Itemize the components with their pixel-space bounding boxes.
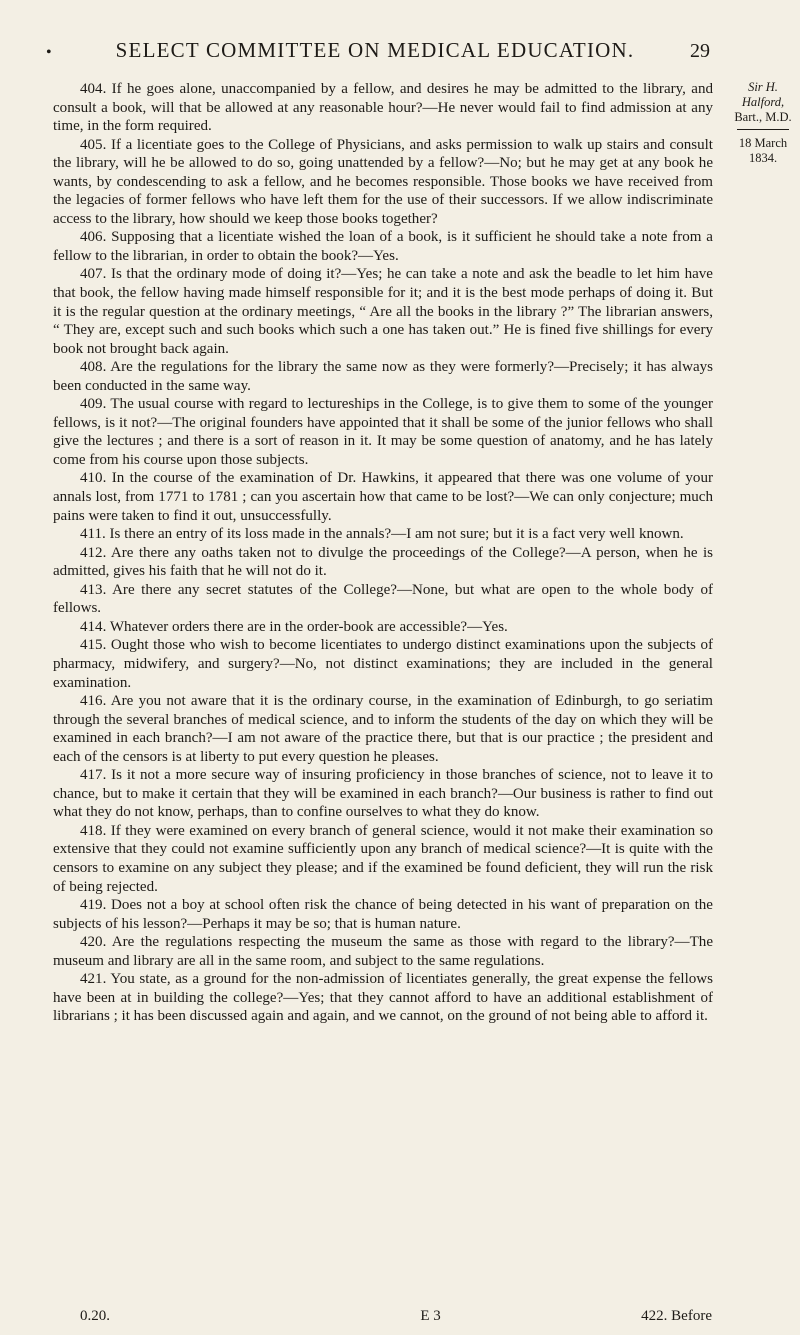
witness-name: Sir H. Halford,	[741, 80, 785, 109]
paragraph-414: 414. Whatever orders there are in the order-book are accessible?—Yes.	[80, 618, 508, 635]
footer-catchword: 422. Before	[641, 1308, 712, 1324]
paragraph-417: 417. Is it not a more secure way of insuring proficiency in those branches of science, not to leave it to chance, but to make it certain that they will be examined in each branch?—Our business is rather to find out what they do not know, perhaps, than to confine ourselves to what they do know.	[53, 767, 713, 821]
paragraph-404: 404. If he goes alone, unaccompanied by a fellow, and desires he may be admitted to the library, and consult a book, will that be allowed at any reasonable hour?—He never would fail to find admission at any time, in the form required.	[53, 81, 713, 135]
testimony-text	[53, 80, 713, 1026]
paragraph-405: 405. If a licentiate goes to the College of Physicians, and asks permission to walk up stairs and consult the library, will he be allowed to do so, going unattended by a fellow?—No; but he may get at any book he wants, by condescending to ask a fellow, and he becomes responsible. Those books we have received from the legacies of former fellows who have left them for the use of their successors. If we allow indiscriminate access to the library, how should we keep those books together?	[53, 136, 713, 227]
paragraph-413: 413. Are there any secret statutes of the College?—None, but what are open to the whole body of fellows.	[53, 581, 713, 617]
paragraph-411: 411. Is there an entry of its loss made in the annals?—I am not sure; but it is a fact very well known.	[80, 526, 684, 543]
witness-title: Bart., M.D.	[734, 110, 792, 124]
header-bullet: •	[46, 44, 52, 61]
paragraph-410: 410. In the course of the examination of Dr. Hawkins, it appeared that there was one volume of your annals lost, from 1771 to 1781 ; can you ascertain how that came to be lost?—We can only conjecture; much pains were taken to find it out, unsuccessfully.	[53, 470, 713, 524]
paragraph-415: 415. Ought those who wish to become licentiates to undergo distinct examinations upon the subjects of pharmacy, midwifery, and surgery?—No, not distinct examinations; they are included in the general examination.	[53, 637, 713, 691]
paragraph-416: 416. Are you not aware that it is the ordinary course, in the examination of Edinburgh, to go seriatim through the several branches of medical science, and to inform the students of the day on which they will be examined in each branch?—I am not aware of the practice there, but that is our practice ; the president and each of the censors is at liberty to put every question he pleases.	[53, 693, 713, 765]
paragraph-420: 420. Are the regulations respecting the museum the same as those with regard to the library?—The museum and library are all in the same room, and subject to the same regulations.	[53, 934, 713, 969]
page-title: SELECT COMMITTEE ON MEDICAL EDUCATION.	[115, 38, 635, 62]
paragraph-407: 407. Is that the ordinary mode of doing it?—Yes; he can take a note and ask the beadle to let him have that book, the fellow having made himself responsible for it; and it is the best mode perhaps of doing it. But it is the regular question at the ordinary meetings, “ Are all the books in the library ?” The librarian answers, “ They are, except such and such books which such a one has taken out.” He is fined five shillings for every book not brought back again.	[53, 266, 713, 357]
paragraph-409: 409. The usual course with regard to lectureships in the College, is to give them to some of the younger fellows, is it not?—The original founders have appointed that it shall be some of the junior fellows who shall give the lectures ; and there is a sort of reason in it. It may be some question of anatomy, and he has lately come from his course upon those subjects.	[53, 396, 713, 468]
paragraph-412: 412. Are there any oaths taken not to divulge the proceedings of the College?—A person, when he is admitted, gives his faith that he will not do it.	[53, 544, 713, 580]
paragraph-419: 419. Does not a boy at school often risk the chance of being detected in his want of preparation on the subjects of his lesson?—Perhaps it may be so; that is human nature.	[53, 897, 713, 932]
footer-reference: 0.20.	[80, 1308, 110, 1324]
page-number: 29	[690, 40, 710, 62]
paragraph-421: 421. You state, as a ground for the non-admission of licentiates generally, the great expense the fellows have been at in building the college?—Yes; that they cannot afford to have an additional establishment of librarians ; it has been discussed again and again, and we cannot, on the ground of not being able to afford it.	[53, 971, 713, 1025]
paragraph-408: 408. Are the regulations for the library the same now as they were formerly?—Precisely; it has always been conducted in the same way.	[53, 359, 713, 394]
margin-rule	[737, 129, 789, 130]
page-header	[46, 38, 710, 63]
paragraph-406: 406. Supposing that a licentiate wished the loan of a book, is it sufficient he should take a note from a fellow to the librarian, in order to obtain the book?—Yes.	[53, 229, 713, 264]
footer-signature: E 3	[420, 1308, 441, 1324]
testimony-date: 18 March 1834.	[738, 136, 788, 165]
margin-witness	[726, 80, 800, 166]
paragraph-418: 418. If they were examined on every branch of general science, would it not make their examination so extensive that they could not examine sufficiently upon any branch of medical science?—It is quite with the censors to examine on any subject they please; and if the examined be found deficient, they will run the risk of being rejected.	[53, 822, 713, 895]
page-footer	[80, 1308, 712, 1325]
